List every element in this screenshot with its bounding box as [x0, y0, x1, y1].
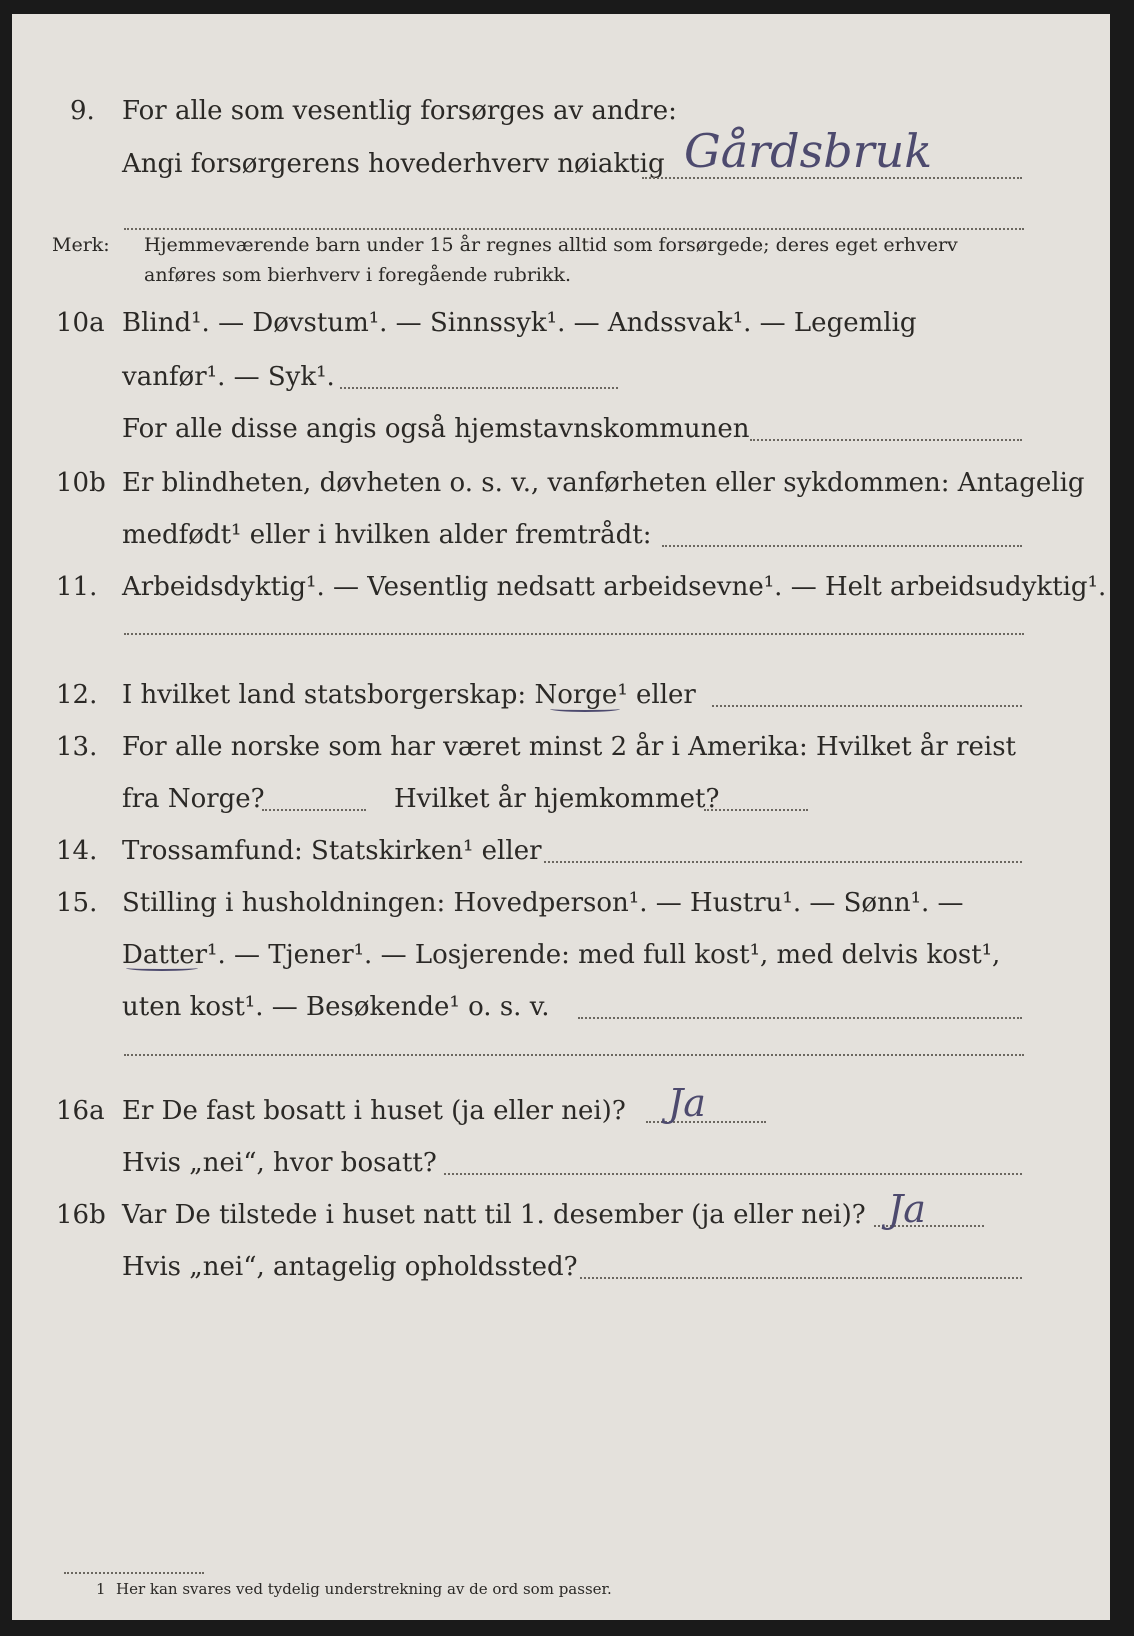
q14-line1: Trossamfund: Statskirken¹ eller	[122, 836, 542, 866]
merk-label: Merk:	[52, 234, 110, 256]
q16b-line1: Var De tilstede i huset natt til 1. desember (ja eller nei)?	[122, 1200, 866, 1230]
question-number-16a: 16a	[56, 1096, 105, 1126]
q12-underline-mark	[550, 706, 620, 712]
question-number-13: 13.	[56, 732, 98, 762]
q9-handwritten-answer: Gårdsbruk	[684, 124, 933, 178]
q15-line1: Stilling i husholdningen: Hovedperson¹. — Hustru¹. — Sønn¹. —	[122, 888, 964, 918]
q13-line1: For alle norske som har været minst 2 år i Amerika: Hvilket år reist	[122, 732, 1016, 762]
q12-line1: I hvilket land statsborgerskap: Norge¹ eller	[122, 680, 696, 710]
q16a-line1: Er De fast bosatt i huset (ja eller nei)?	[122, 1096, 626, 1126]
q10a-line2: vanfør¹. — Syk¹.	[122, 362, 335, 392]
q9-extra-line	[124, 228, 1024, 230]
q14-answer-line	[544, 861, 1022, 863]
q16b-handwritten-answer: Ja	[888, 1187, 926, 1231]
footnote-separator	[64, 1572, 204, 1574]
q16a-answer-line	[646, 1121, 766, 1123]
q16a-handwritten-answer: Ja	[668, 1081, 706, 1125]
q11-line1: Arbeidsdyktig¹. — Vesentlig nedsatt arbeidsevne¹. — Helt arbeidsudyktig¹.	[122, 572, 1107, 602]
question-number-10b: 10b	[56, 468, 106, 498]
question-number-11: 11.	[56, 572, 98, 602]
question-number-10a: 10a	[56, 308, 105, 338]
footnote-text: Her kan svares ved tydelig understrekning av de ord som passer.	[116, 1580, 612, 1598]
question-number-9: 9.	[70, 96, 95, 126]
q10a-home-municipality-line	[750, 439, 1022, 441]
q13-line2b: Hvilket år hjemkommet?	[394, 784, 720, 814]
q13-returned-line	[704, 809, 808, 811]
q16b-whereabouts-line	[580, 1277, 1022, 1279]
q13-left-norway-line	[262, 809, 366, 811]
question-number-12: 12.	[56, 680, 98, 710]
q10b-line1: Er blindheten, døvheten o. s. v., vanførheten eller sykdommen: Antagelig	[122, 468, 1085, 498]
q9-line2: Angi forsørgerens hovederhverv nøiaktig	[122, 149, 665, 179]
q15-line3: uten kost¹. — Besøkende¹ o. s. v.	[122, 992, 550, 1022]
merk-line1: Hjemmeværende barn under 15 år regnes alltid som forsørgede; deres eget erhverv	[144, 234, 958, 256]
q15-line2: Datter¹. — Tjener¹. — Losjerende: med full kost¹, med delvis kost¹,	[122, 940, 1001, 970]
footnote-marker: 1	[96, 1580, 106, 1598]
q10b-answer-line	[662, 545, 1022, 547]
q16a-line2: Hvis „nei“, hvor bosatt?	[122, 1148, 437, 1178]
question-number-14: 14.	[56, 836, 98, 866]
q10a-line3: For alle disse angis også hjemstavnskommunen	[122, 414, 750, 444]
q13-line2a: fra Norge?	[122, 784, 265, 814]
q15-answer-line	[578, 1017, 1022, 1019]
q15-extra-line	[124, 1054, 1024, 1056]
q10a-line1: Blind¹. — Døvstum¹. — Sinnssyk¹. — Andssvak¹. — Legemlig	[122, 308, 917, 338]
question-number-15: 15.	[56, 888, 98, 918]
q15-underline-mark	[126, 965, 198, 971]
q9-line1: For alle som vesentlig forsørges av andre:	[122, 96, 677, 126]
question-number-16b: 16b	[56, 1200, 106, 1230]
merk-line2: anføres som bierhverv i foregående rubrikk.	[144, 264, 572, 286]
q11-answer-line	[124, 633, 1024, 635]
census-form-page	[12, 14, 1110, 1620]
q10a-answer-line	[340, 387, 618, 389]
q16b-line2: Hvis „nei“, antagelig opholdssted?	[122, 1252, 578, 1282]
q12-answer-line	[712, 705, 1022, 707]
q16a-residence-line	[444, 1173, 1022, 1175]
q10b-line2: medfødt¹ eller i hvilken alder fremtrådt:	[122, 520, 652, 550]
